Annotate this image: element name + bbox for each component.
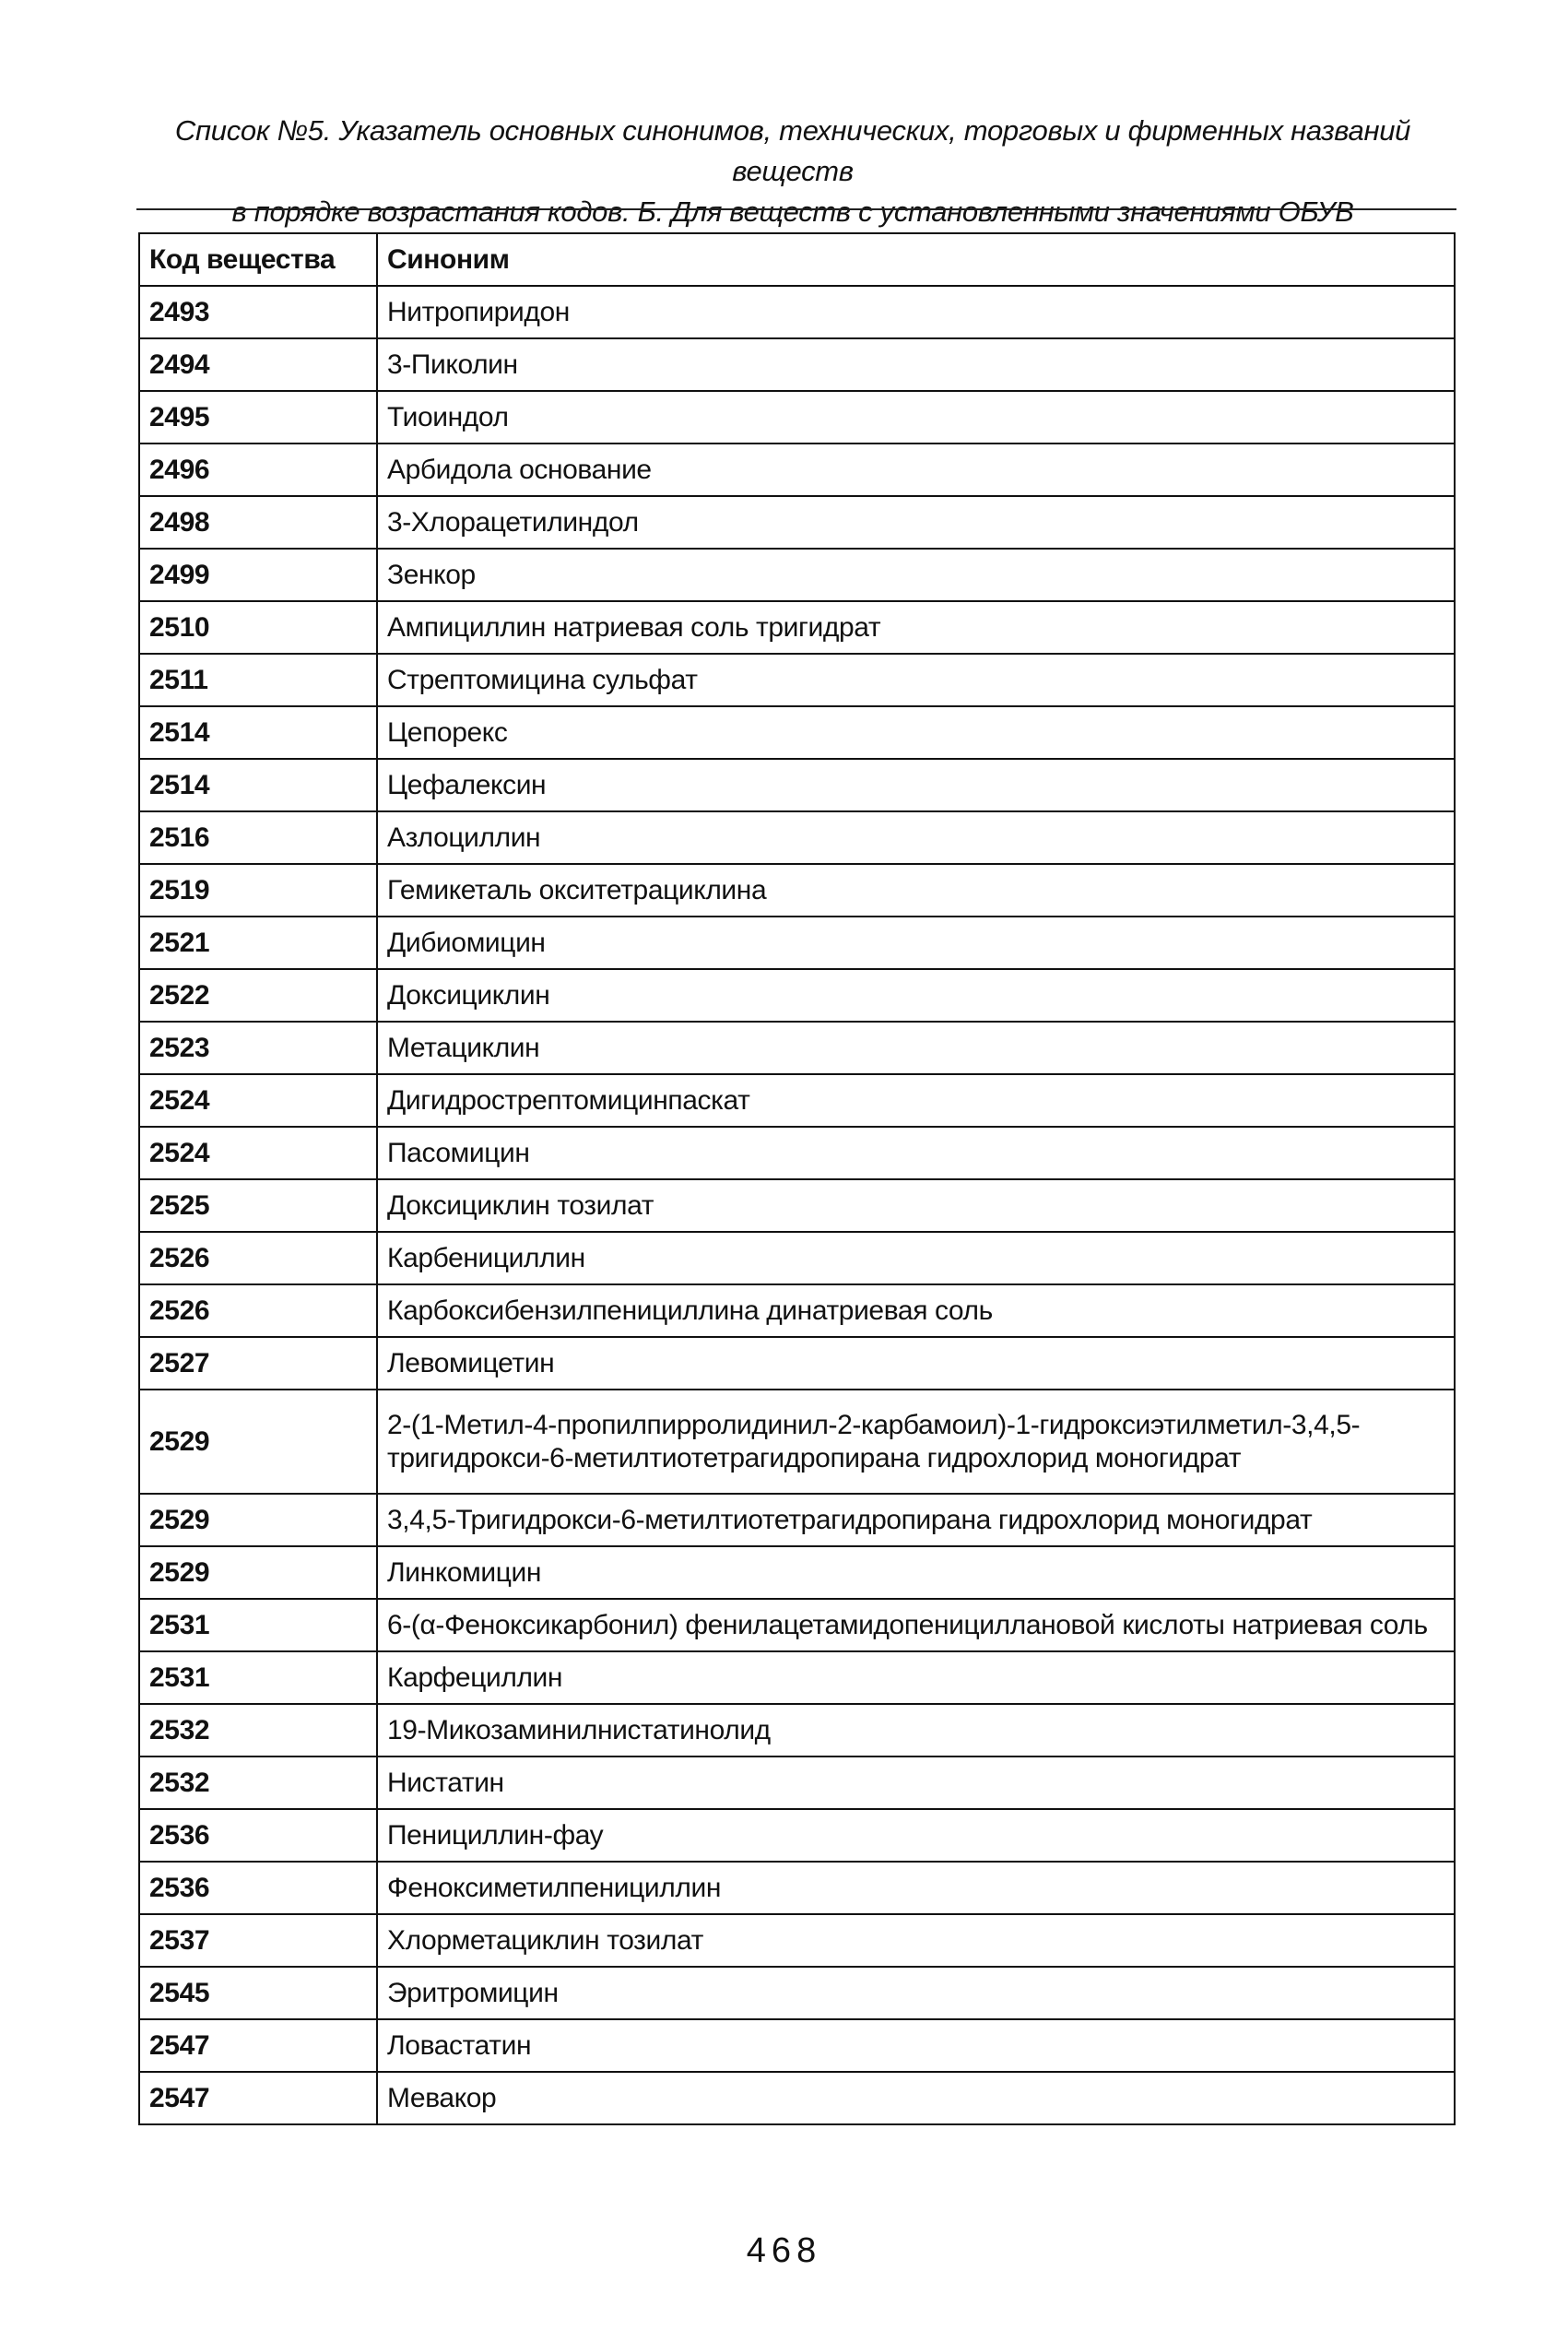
- synonym-cell: Линкомицин: [377, 1546, 1455, 1599]
- table-row: [139, 1967, 1455, 2019]
- table-row: [139, 1809, 1455, 1862]
- table-row: [139, 1337, 1455, 1390]
- synonym-cell: Дибиомицин: [377, 917, 1455, 969]
- table-row: [139, 1179, 1455, 1232]
- table-row: [139, 391, 1455, 444]
- substance-code-cell: 2526: [139, 1232, 377, 1284]
- header-line-2: в порядке возрастания кодов. Б. Для веществ с установленными значениями ОБУВ: [231, 195, 1354, 228]
- substance-code-cell: 2536: [139, 1809, 377, 1862]
- synonym-cell: 2-(1-Метил-4-пропилпирролидинил-2-карбамоил)-1-гидроксиэтилметил-3,4,5-тригидрокси-6-метилтиотетрагидропирана гидрохлорид моногидрат: [377, 1390, 1455, 1494]
- synonym-cell: Эритромицин: [377, 1967, 1455, 2019]
- column-header-synonym: Синоним: [377, 233, 1455, 286]
- table-row: [139, 1127, 1455, 1179]
- synonym-cell: Карбоксибензилпенициллина динатриевая соль: [377, 1284, 1455, 1337]
- synonym-cell: Дигидрострептомицинпаскат: [377, 1074, 1455, 1127]
- substance-code-cell: 2519: [139, 864, 377, 917]
- synonym-cell: 19-Микозаминилнистатинолид: [377, 1704, 1455, 1756]
- table-row: [139, 1546, 1455, 1599]
- table-row: [139, 1494, 1455, 1546]
- substance-code-cell: 2523: [139, 1022, 377, 1074]
- substance-code-cell: 2521: [139, 917, 377, 969]
- table-row: [139, 969, 1455, 1022]
- synonym-cell: Доксициклин: [377, 969, 1455, 1022]
- synonym-cell: 6-(α-Феноксикарбонил) фенилацетамидопенициллановой кислоты натриевая соль: [377, 1599, 1455, 1651]
- substance-code-cell: 2496: [139, 444, 377, 496]
- synonym-cell: Нитропиридон: [377, 286, 1455, 338]
- substance-code-cell: 2524: [139, 1074, 377, 1127]
- table-row: [139, 1284, 1455, 1337]
- synonym-cell: Зенкор: [377, 549, 1455, 601]
- table-row: [139, 601, 1455, 654]
- substance-code-cell: 2511: [139, 654, 377, 706]
- synonym-cell: Пенициллин-фау: [377, 1809, 1455, 1862]
- substance-code-cell: 2516: [139, 811, 377, 864]
- table-row: [139, 1022, 1455, 1074]
- synonym-cell: 3-Пиколин: [377, 338, 1455, 391]
- table-row: [139, 811, 1455, 864]
- substance-code-cell: 2498: [139, 496, 377, 549]
- table-row: [139, 1756, 1455, 1809]
- substance-code-cell: 2522: [139, 969, 377, 1022]
- header-line-1: Список №5. Указатель основных синонимов, технических, торговых и фирменных названий веществ: [174, 114, 1411, 187]
- synonym-cell: Левомицетин: [377, 1337, 1455, 1390]
- synonym-cell: 3,4,5-Тригидрокси-6-метилтиотетрагидропирана гидрохлорид моногидрат: [377, 1494, 1455, 1546]
- page-number: 468: [746, 2231, 822, 2270]
- synonym-cell: Нистатин: [377, 1756, 1455, 1809]
- page-header: [138, 111, 1447, 232]
- table-row: [139, 654, 1455, 706]
- substance-code-cell: 2537: [139, 1914, 377, 1967]
- substance-code-cell: 2494: [139, 338, 377, 391]
- substance-code-cell: 2531: [139, 1599, 377, 1651]
- substance-code-cell: 2495: [139, 391, 377, 444]
- table-row: [139, 1914, 1455, 1967]
- column-header-code: Код вещества: [139, 233, 377, 286]
- synonym-cell: Азлоциллин: [377, 811, 1455, 864]
- substance-code-cell: 2532: [139, 1756, 377, 1809]
- substance-code-cell: 2547: [139, 2019, 377, 2072]
- substance-code-cell: 2527: [139, 1337, 377, 1390]
- substance-code-cell: 2536: [139, 1862, 377, 1914]
- synonym-cell: Карбенициллин: [377, 1232, 1455, 1284]
- synonym-cell: Цефалексин: [377, 759, 1455, 811]
- table-row: [139, 338, 1455, 391]
- table-row: [139, 549, 1455, 601]
- substance-code-cell: 2529: [139, 1546, 377, 1599]
- substance-code-cell: 2510: [139, 601, 377, 654]
- table-row: [139, 1651, 1455, 1704]
- substance-code-cell: 2525: [139, 1179, 377, 1232]
- substance-code-cell: 2545: [139, 1967, 377, 2019]
- table-row: [139, 1074, 1455, 1127]
- substance-code-cell: 2531: [139, 1651, 377, 1704]
- synonym-cell: Арбидола основание: [377, 444, 1455, 496]
- header-rule: [136, 208, 1456, 210]
- substance-code-cell: 2524: [139, 1127, 377, 1179]
- substance-code-cell: 2526: [139, 1284, 377, 1337]
- table-row: [139, 759, 1455, 811]
- synonym-cell: Пасомицин: [377, 1127, 1455, 1179]
- table-body: [139, 286, 1455, 2124]
- table-row: [139, 2072, 1455, 2124]
- synonym-cell: Метациклин: [377, 1022, 1455, 1074]
- synonym-cell: Тиоиндол: [377, 391, 1455, 444]
- synonym-cell: Гемикеталь окситетрациклина: [377, 864, 1455, 917]
- table-row: [139, 1599, 1455, 1651]
- synonym-cell: Карфециллин: [377, 1651, 1455, 1704]
- table-row: [139, 917, 1455, 969]
- synonym-cell: Стрептомицина сульфат: [377, 654, 1455, 706]
- table-row: [139, 1704, 1455, 1756]
- substance-code-cell: 2514: [139, 759, 377, 811]
- table-row: [139, 2019, 1455, 2072]
- table-row: [139, 1232, 1455, 1284]
- synonym-cell: Цепорекс: [377, 706, 1455, 759]
- substance-code-cell: 2547: [139, 2072, 377, 2124]
- synonym-cell: Феноксиметилпенициллин: [377, 1862, 1455, 1914]
- substance-code-cell: 2499: [139, 549, 377, 601]
- table-row: [139, 706, 1455, 759]
- substance-code-cell: 2532: [139, 1704, 377, 1756]
- substance-code-cell: 2493: [139, 286, 377, 338]
- substance-code-cell: 2529: [139, 1390, 377, 1494]
- table-row: [139, 286, 1455, 338]
- substance-code-cell: 2514: [139, 706, 377, 759]
- table-row: [139, 864, 1455, 917]
- table-row: [139, 1862, 1455, 1914]
- table-row: [139, 444, 1455, 496]
- synonym-cell: Ловастатин: [377, 2019, 1455, 2072]
- synonym-cell: Мевакор: [377, 2072, 1455, 2124]
- synonym-cell: Доксициклин тозилат: [377, 1179, 1455, 1232]
- table-row: [139, 496, 1455, 549]
- synonym-cell: 3-Хлорацетилиндол: [377, 496, 1455, 549]
- substance-code-cell: 2529: [139, 1494, 377, 1546]
- synonym-cell: Хлорметациклин тозилат: [377, 1914, 1455, 1967]
- table-row: [139, 1390, 1455, 1494]
- synonyms-table: [138, 232, 1456, 2125]
- synonym-cell: Ампициллин натриевая соль тригидрат: [377, 601, 1455, 654]
- table-header-row: [139, 233, 1455, 286]
